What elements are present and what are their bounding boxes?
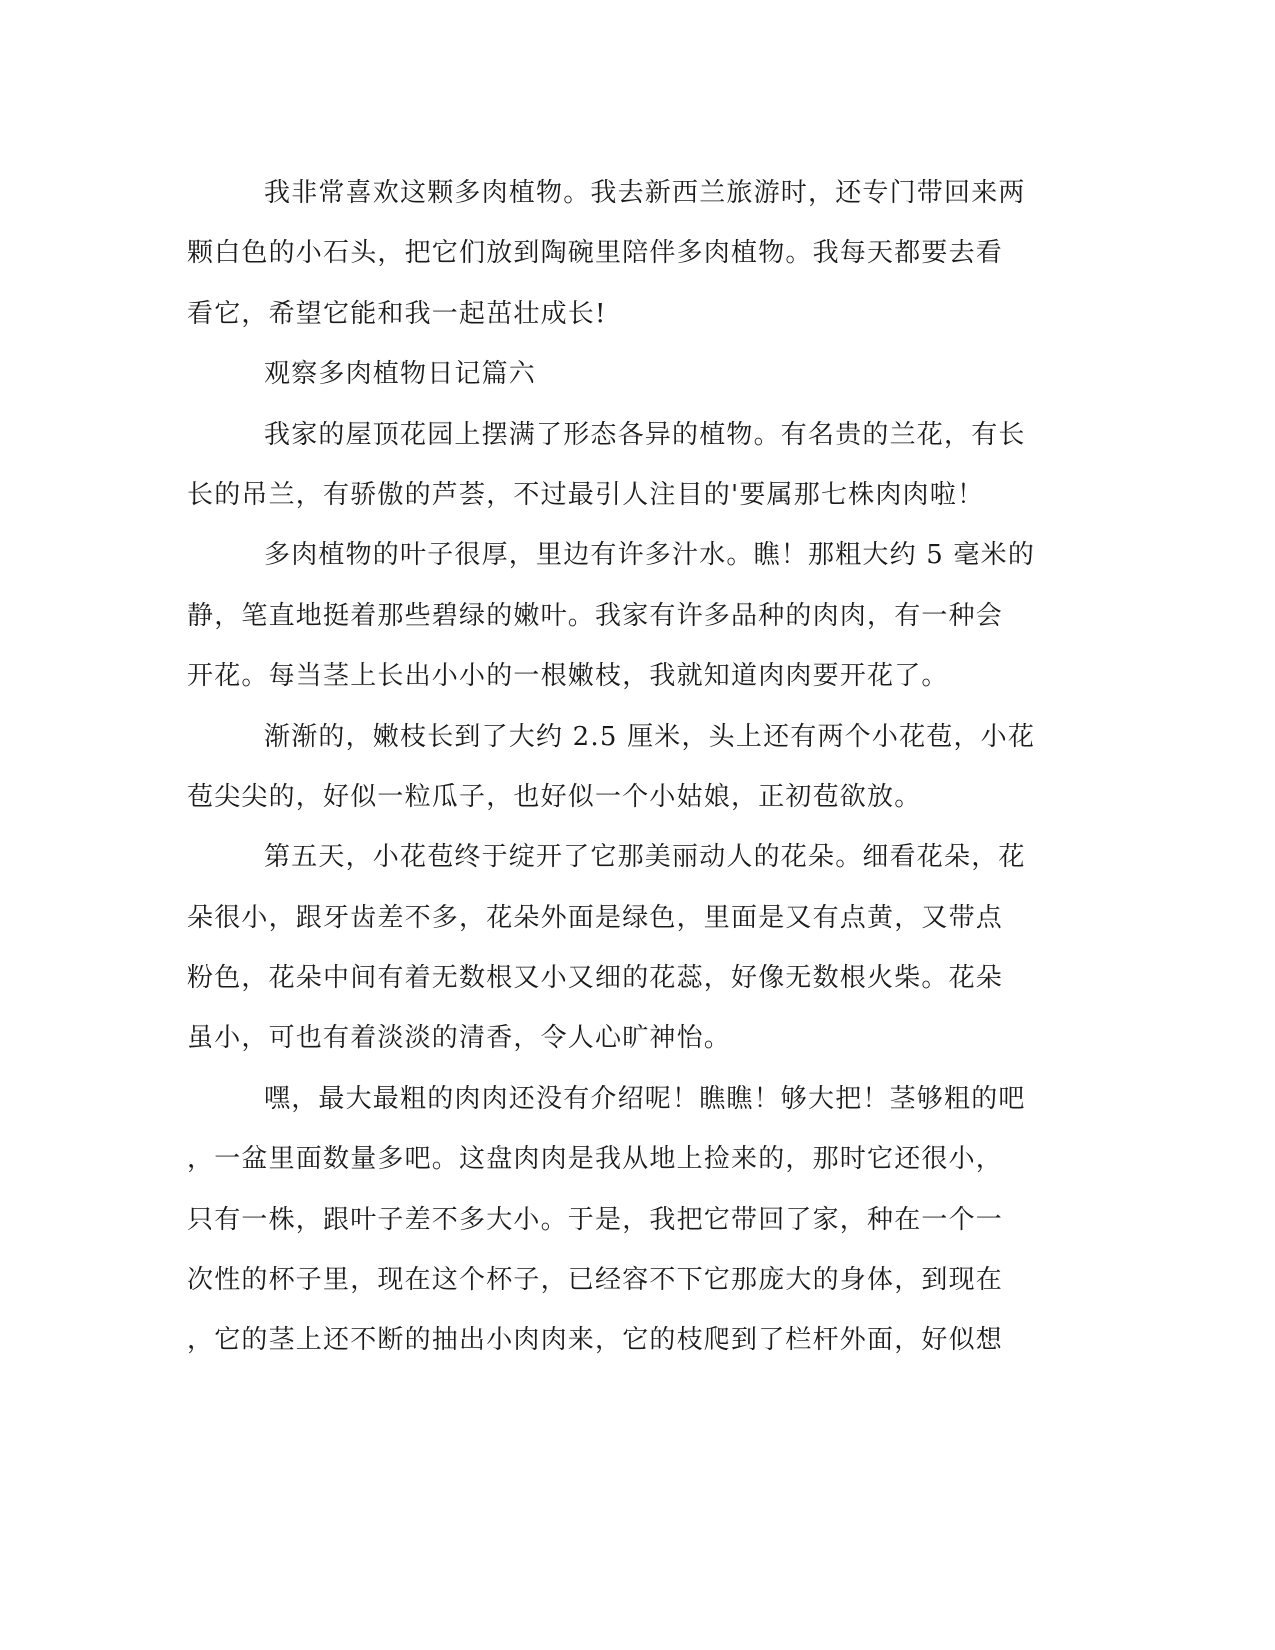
text-line: 开花。每当茎上长出小小的一根嫩枝，我就知道肉肉要开花了。	[187, 661, 949, 692]
document-body	[187, 163, 1067, 1371]
text-line: 静，笔直地挺着那些碧绿的嫩叶。我家有许多品种的肉肉，有一种会	[187, 600, 1004, 631]
text-line: 朵很小，跟牙齿差不多，花朵外面是绿色，里面是又有点黄，又带点	[187, 902, 1004, 933]
text-line: 粉色，花朵中间有着无数根又小又细的花蕊，好像无数根火柴。花朵	[187, 963, 1004, 994]
text-line: 长的吊兰，有骄傲的芦荟，不过最引人注目的'要属那七株肉肉啦！	[187, 479, 985, 510]
text-line: 颗白色的小石头，把它们放到陶碗里陪伴多肉植物。我每天都要去看	[187, 238, 1004, 269]
text-line: 我家的屋顶花园上摆满了形态各异的植物。有名贵的兰花，有长	[264, 419, 1026, 450]
text-line: 嘿，最大最粗的肉肉还没有介绍呢！瞧瞧！够大把！茎够粗的吧	[264, 1083, 1026, 1114]
text-line: 次性的杯子里，现在这个杯子，已经容不下它那庞大的身体，到现在	[187, 1265, 1004, 1296]
text-line: 多肉植物的叶子很厚，里边有许多汁水。瞧！那粗大约 5 毫米的	[264, 540, 1036, 571]
section-heading: 观察多肉植物日记篇六	[264, 359, 537, 390]
text-line: 我非常喜欢这颗多肉植物。我去新西兰旅游时，还专门带回来两	[264, 178, 1026, 208]
text-line: 只有一株，跟叶子差不多大小。于是，我把它带回了家，种在一个一	[187, 1204, 1004, 1235]
text-line: 虽小，可也有着淡淡的清香，令人心旷神怡。	[187, 1023, 732, 1054]
text-line: ，它的茎上还不断的抽出小肉肉来，它的枝爬到了栏杆外面，好似想	[187, 1325, 1004, 1356]
text-line: 第五天，小花苞终于绽开了它那美丽动人的花朵。细看花朵，花	[264, 842, 1026, 873]
text-line: 看它，希望它能和我一起茁壮成长!	[187, 298, 607, 329]
text-line: 渐渐的，嫩枝长到了大约 2.5 厘米，头上还有两个小花苞，小花	[264, 721, 1036, 752]
text-line: 苞尖尖的，好似一粒瓜子，也好似一个小姑娘，正初苞欲放。	[187, 781, 922, 812]
text-line: ，一盆里面数量多吧。这盘肉肉是我从地上捡来的，那时它还很小，	[187, 1144, 1004, 1175]
